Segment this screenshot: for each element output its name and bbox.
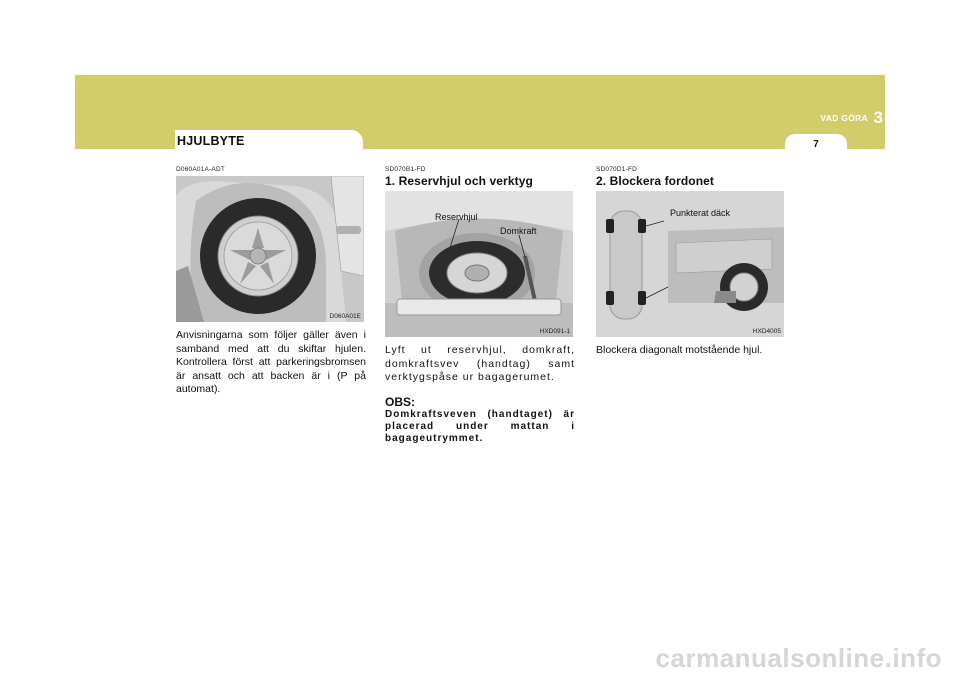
doc-code: SD070D1-FD: [596, 166, 638, 173]
figure-code: HXD4005: [752, 328, 781, 335]
doc-code: D060A01A-ADT: [176, 166, 226, 173]
car-wheel-figure: [176, 176, 364, 322]
step-heading: 1. Reservhjul och verktyg: [385, 174, 533, 188]
section-title-tab: [175, 130, 363, 154]
block-wheel-figure: [596, 191, 784, 337]
note-text: Domkraftsveven (handtaget) är placerad under mattan i bagageutrymmet.: [385, 408, 575, 444]
figure-code: D060A01E: [329, 313, 361, 320]
column-block-vehicle: [596, 166, 786, 358]
column-intro: [176, 166, 366, 397]
intro-paragraph: Anvisningarna som följer gäller även i samband med att du skiftar hjulen. Kontrollera först att parkeringsbromsen är ansatt och att backen är i (P på automat).: [176, 329, 366, 396]
column-spare-wheel: [385, 166, 575, 445]
section-label: VAD GÖRA: [820, 113, 868, 123]
figure-code: HXD091-1: [539, 328, 570, 335]
watermark: carmanualsonline.info: [655, 643, 942, 673]
label-spare-wheel: Reservhjul: [435, 212, 478, 222]
spare-wheel-paragraph: Lyft ut reservhjul, domkraft, domkraftsvev (handtag) samt verktygspåse ur bagagerumet.: [385, 344, 575, 384]
page-number: 7: [785, 134, 847, 156]
section-title: HJULBYTE: [177, 134, 245, 148]
car-wheel-illustration: [176, 176, 364, 322]
chapter-number: 3: [873, 108, 883, 127]
note-title: OBS:: [385, 394, 415, 409]
block-vehicle-paragraph: Blockera diagonalt motstående hjul.: [596, 344, 763, 356]
label-jack: Domkraft: [500, 226, 537, 236]
trunk-illustration: [385, 191, 573, 337]
doc-code: SD070B1-FD: [385, 166, 426, 173]
step-heading: 2. Blockera fordonet: [596, 174, 715, 188]
label-flat-tire: Punkterat däck: [670, 208, 731, 218]
trunk-figure: [385, 191, 573, 337]
